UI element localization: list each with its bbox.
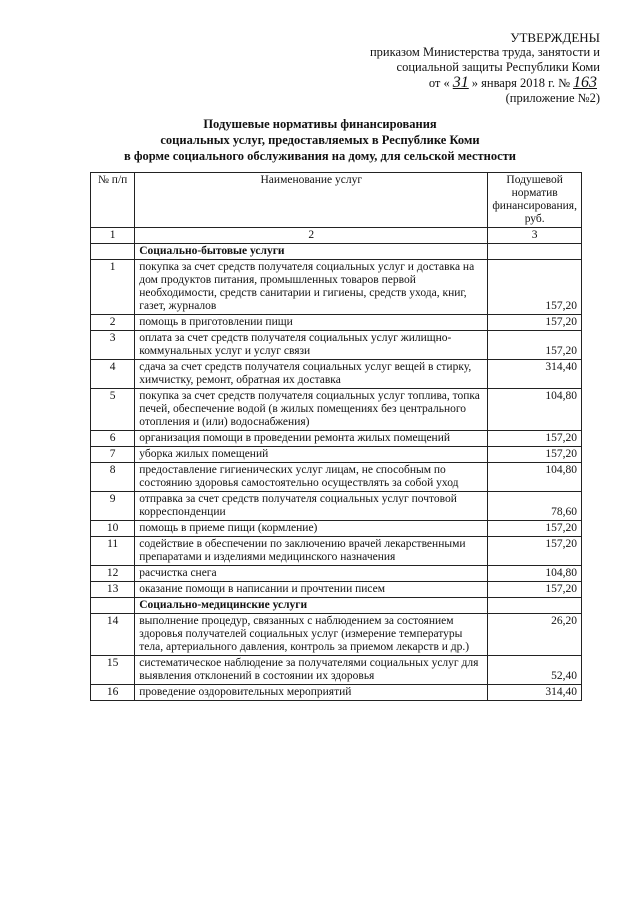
table-row xyxy=(91,360,582,389)
row-num: 3 xyxy=(91,331,135,360)
row-rate: 26,20 xyxy=(488,614,582,656)
table-row xyxy=(91,492,582,521)
index-cell: 1 xyxy=(91,228,135,244)
row-name: покупка за счет средств получателя социальных услуг и доставка на дом продуктов питания, промышленных товаров первой необходимости, средств санитарии и гигиены, средств ухода, книг, газет, журналов xyxy=(135,260,488,315)
row-num: 14 xyxy=(91,614,135,656)
handwritten-day: 31 xyxy=(452,74,469,91)
header-num: № п/п xyxy=(91,173,135,228)
row-rate: 157,20 xyxy=(488,331,582,360)
row-rate: 52,40 xyxy=(488,656,582,685)
approval-line-1: приказом Министерства труда, занятости и xyxy=(369,45,600,59)
row-num: 4 xyxy=(91,360,135,389)
table-row xyxy=(91,447,582,463)
date-middle: » января 2018 г. № xyxy=(471,76,570,90)
approval-date-line xyxy=(370,75,600,91)
row-rate: 157,20 xyxy=(488,431,582,447)
row-name: оплата за счет средств получателя социальных услуг жилищно-коммунальных услуг и услуг связи xyxy=(135,331,488,360)
row-num: 2 xyxy=(91,315,135,331)
row-num: 5 xyxy=(91,389,135,431)
table-row xyxy=(91,521,582,537)
approval-line-2: социальной защиты Республики Коми xyxy=(396,60,600,74)
row-rate: 157,20 xyxy=(488,521,582,537)
row-rate: 104,80 xyxy=(488,566,582,582)
row-name: выполнение процедур, связанных с наблюдением за состоянием здоровья получателей социальных услуг (измерение температуры тела, артериального давления, контроль за приемом лекарств и др.) xyxy=(135,614,488,656)
table-row xyxy=(91,315,582,331)
table-row xyxy=(91,614,582,656)
row-num: 9 xyxy=(91,492,135,521)
row-num: 7 xyxy=(91,447,135,463)
row-name: расчистка снега xyxy=(135,566,488,582)
index-cell: 3 xyxy=(488,228,582,244)
row-name: помощь в приготовлении пищи xyxy=(135,315,488,331)
row-num: 6 xyxy=(91,431,135,447)
row-num: 10 xyxy=(91,521,135,537)
section-row xyxy=(91,598,582,614)
handwritten-order-number: 163 xyxy=(573,74,597,91)
rates-table xyxy=(90,172,582,701)
title-line-1: Подушевые нормативы финансирования xyxy=(203,117,437,131)
row-rate: 104,80 xyxy=(488,389,582,431)
row-name: помощь в приеме пищи (кормление) xyxy=(135,521,488,537)
row-rate: 157,20 xyxy=(488,582,582,598)
appendix-label: (приложение №2) xyxy=(505,91,600,105)
row-num: 11 xyxy=(91,537,135,566)
section-rate-cell xyxy=(488,598,582,614)
section-num-cell xyxy=(91,598,135,614)
row-rate: 157,20 xyxy=(488,447,582,463)
title-line-2: социальных услуг, предоставляемых в Республике Коми xyxy=(160,133,480,147)
table-header-row xyxy=(91,173,582,228)
title-line-3: в форме социального обслуживания на дому, для сельской местности xyxy=(124,149,516,163)
index-cell: 2 xyxy=(135,228,488,244)
section-title: Социально-бытовые услуги xyxy=(135,244,488,260)
row-rate: 157,20 xyxy=(488,260,582,315)
row-name: проведение оздоровительных мероприятий xyxy=(135,685,488,701)
row-num: 12 xyxy=(91,566,135,582)
row-rate: 157,20 xyxy=(488,315,582,331)
row-num: 1 xyxy=(91,260,135,315)
row-rate: 314,40 xyxy=(488,685,582,701)
document-title xyxy=(0,116,640,164)
approval-heading: УТВЕРЖДЕНЫ xyxy=(510,30,600,45)
row-name: содействие в обеспечении по заключению врачей лекарственными препаратами и изделиями медицинского назначения xyxy=(135,537,488,566)
section-rate-cell xyxy=(488,244,582,260)
section-title: Социально-медицинские услуги xyxy=(135,598,488,614)
row-num: 15 xyxy=(91,656,135,685)
date-prefix: от « xyxy=(428,76,450,90)
header-rate: Подушевой норматив финансирования, руб. xyxy=(488,173,582,228)
table-row xyxy=(91,463,582,492)
table-row xyxy=(91,566,582,582)
row-num: 16 xyxy=(91,685,135,701)
table-row xyxy=(91,685,582,701)
table-row xyxy=(91,582,582,598)
header-name: Наименование услуг xyxy=(135,173,488,228)
table-row xyxy=(91,260,582,315)
table-row xyxy=(91,331,582,360)
row-name: отправка за счет средств получателя социальных услуг почтовой корреспонденции xyxy=(135,492,488,521)
table-row xyxy=(91,389,582,431)
section-row xyxy=(91,244,582,260)
row-num: 8 xyxy=(91,463,135,492)
table-row xyxy=(91,431,582,447)
section-num-cell xyxy=(91,244,135,260)
row-name: оказание помощи в написании и прочтении писем xyxy=(135,582,488,598)
row-name: организация помощи в проведении ремонта жилых помещений xyxy=(135,431,488,447)
row-rate: 78,60 xyxy=(488,492,582,521)
row-name: уборка жилых помещений xyxy=(135,447,488,463)
row-name: покупка за счет средств получателя социальных услуг топлива, топка печей, обеспечение водой (в жилых помещениях без центрального отопления и (или) водоснабжения) xyxy=(135,389,488,431)
row-name: сдача за счет средств получателя социальных услуг вещей в стирку, химчистку, ремонт, обратная их доставка xyxy=(135,360,488,389)
table-row xyxy=(91,537,582,566)
row-rate: 314,40 xyxy=(488,360,582,389)
row-rate: 157,20 xyxy=(488,537,582,566)
column-index-row xyxy=(91,228,582,244)
row-num: 13 xyxy=(91,582,135,598)
approval-block xyxy=(370,30,600,106)
table-row xyxy=(91,656,582,685)
row-name: систематическое наблюдение за получателями социальных услуг для выявления отклонений в состоянии их здоровья xyxy=(135,656,488,685)
row-rate: 104,80 xyxy=(488,463,582,492)
row-name: предоставление гигиенических услуг лицам, не способным по состоянию здоровья самостоятельно осуществлять за собой уход xyxy=(135,463,488,492)
